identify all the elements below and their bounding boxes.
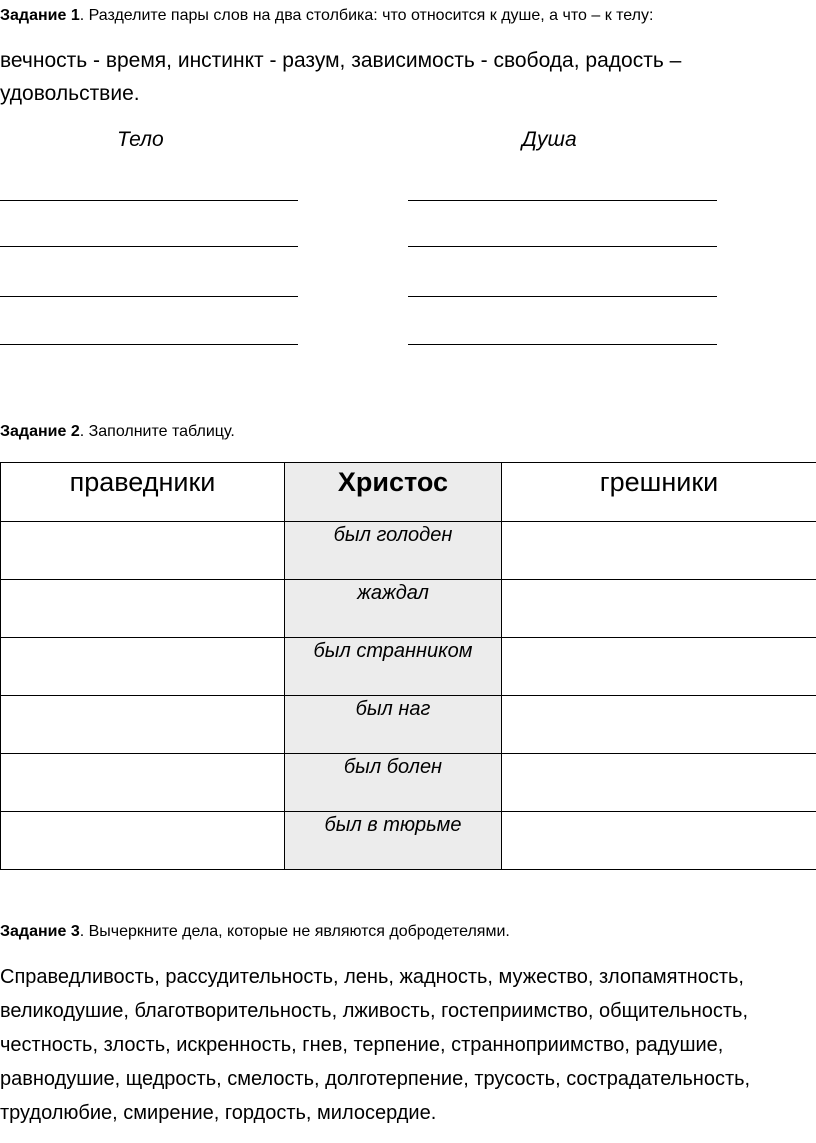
christ-cell: был в тюрьме — [285, 812, 502, 870]
column-title-body: Тело — [117, 128, 164, 151]
answer-line-soul-1[interactable] — [408, 200, 717, 201]
answer-line-body-3[interactable] — [0, 296, 298, 297]
task3-heading — [0, 922, 510, 942]
righteous-cell[interactable] — [1, 638, 285, 696]
task1-instruction: . Разделите пары слов на два столбика: что относится к душе, а что – к телу: — [79, 7, 654, 24]
table-header-row — [1, 463, 816, 522]
table-row — [1, 754, 816, 812]
task1-word-pairs: вечность - время, инстинкт - разум, зависимость - свобода, радость – удовольствие. — [0, 49, 682, 105]
answer-line-soul-2[interactable] — [408, 246, 717, 247]
sinners-cell[interactable] — [502, 580, 816, 638]
task3-virtues-list: Справедливость, рассудительность, лень, жадность, мужество, злопамятность, великодушие, благотворительность, лживость, гостеприимство, общительность, честность, злость, искренность, гнев, терпение, странноприимство, радушие, равнодушие, щедрость, смелость, долготерпение, трусость, сострадательность, трудолюбие, смирение, гордость, милосердие. — [0, 966, 751, 1124]
answer-line-body-1[interactable] — [0, 200, 298, 201]
task2-label: Задание 2 — [0, 423, 80, 440]
task2-instruction: . Заполните таблицу. — [79, 423, 235, 440]
christ-cell: был болен — [285, 754, 502, 812]
righteous-cell[interactable] — [1, 812, 285, 870]
header-sinners: грешники — [502, 463, 816, 522]
column-title-soul: Душа — [522, 128, 577, 151]
righteous-cell[interactable] — [1, 754, 285, 812]
task1-label: Задание 1 — [0, 7, 80, 24]
answer-line-soul-3[interactable] — [408, 296, 717, 297]
task1-heading — [0, 6, 653, 26]
header-righteous: праведники — [1, 463, 285, 522]
task2-heading — [0, 422, 235, 442]
righteous-cell[interactable] — [1, 696, 285, 754]
christ-cell: был голоден — [285, 522, 502, 580]
table-row — [1, 638, 816, 696]
sinners-cell[interactable] — [502, 812, 816, 870]
fill-in-table — [0, 462, 816, 870]
sinners-cell[interactable] — [502, 638, 816, 696]
sinners-cell[interactable] — [502, 696, 816, 754]
christ-cell: был наг — [285, 696, 502, 754]
christ-cell: был странником — [285, 638, 502, 696]
righteous-cell[interactable] — [1, 580, 285, 638]
christ-cell: жаждал — [285, 580, 502, 638]
table-row — [1, 812, 816, 870]
task3-instruction: . Вычеркните дела, которые не являются добродетелями. — [79, 923, 510, 940]
righteous-cell[interactable] — [1, 522, 285, 580]
sinners-cell[interactable] — [502, 754, 816, 812]
answer-line-body-4[interactable] — [0, 344, 298, 345]
table-row — [1, 522, 816, 580]
header-christ: Христос — [285, 463, 502, 522]
answer-line-soul-4[interactable] — [408, 344, 717, 345]
answer-line-body-2[interactable] — [0, 246, 298, 247]
table-row — [1, 580, 816, 638]
task3-label: Задание 3 — [0, 923, 80, 940]
table-row — [1, 696, 816, 754]
sinners-cell[interactable] — [502, 522, 816, 580]
